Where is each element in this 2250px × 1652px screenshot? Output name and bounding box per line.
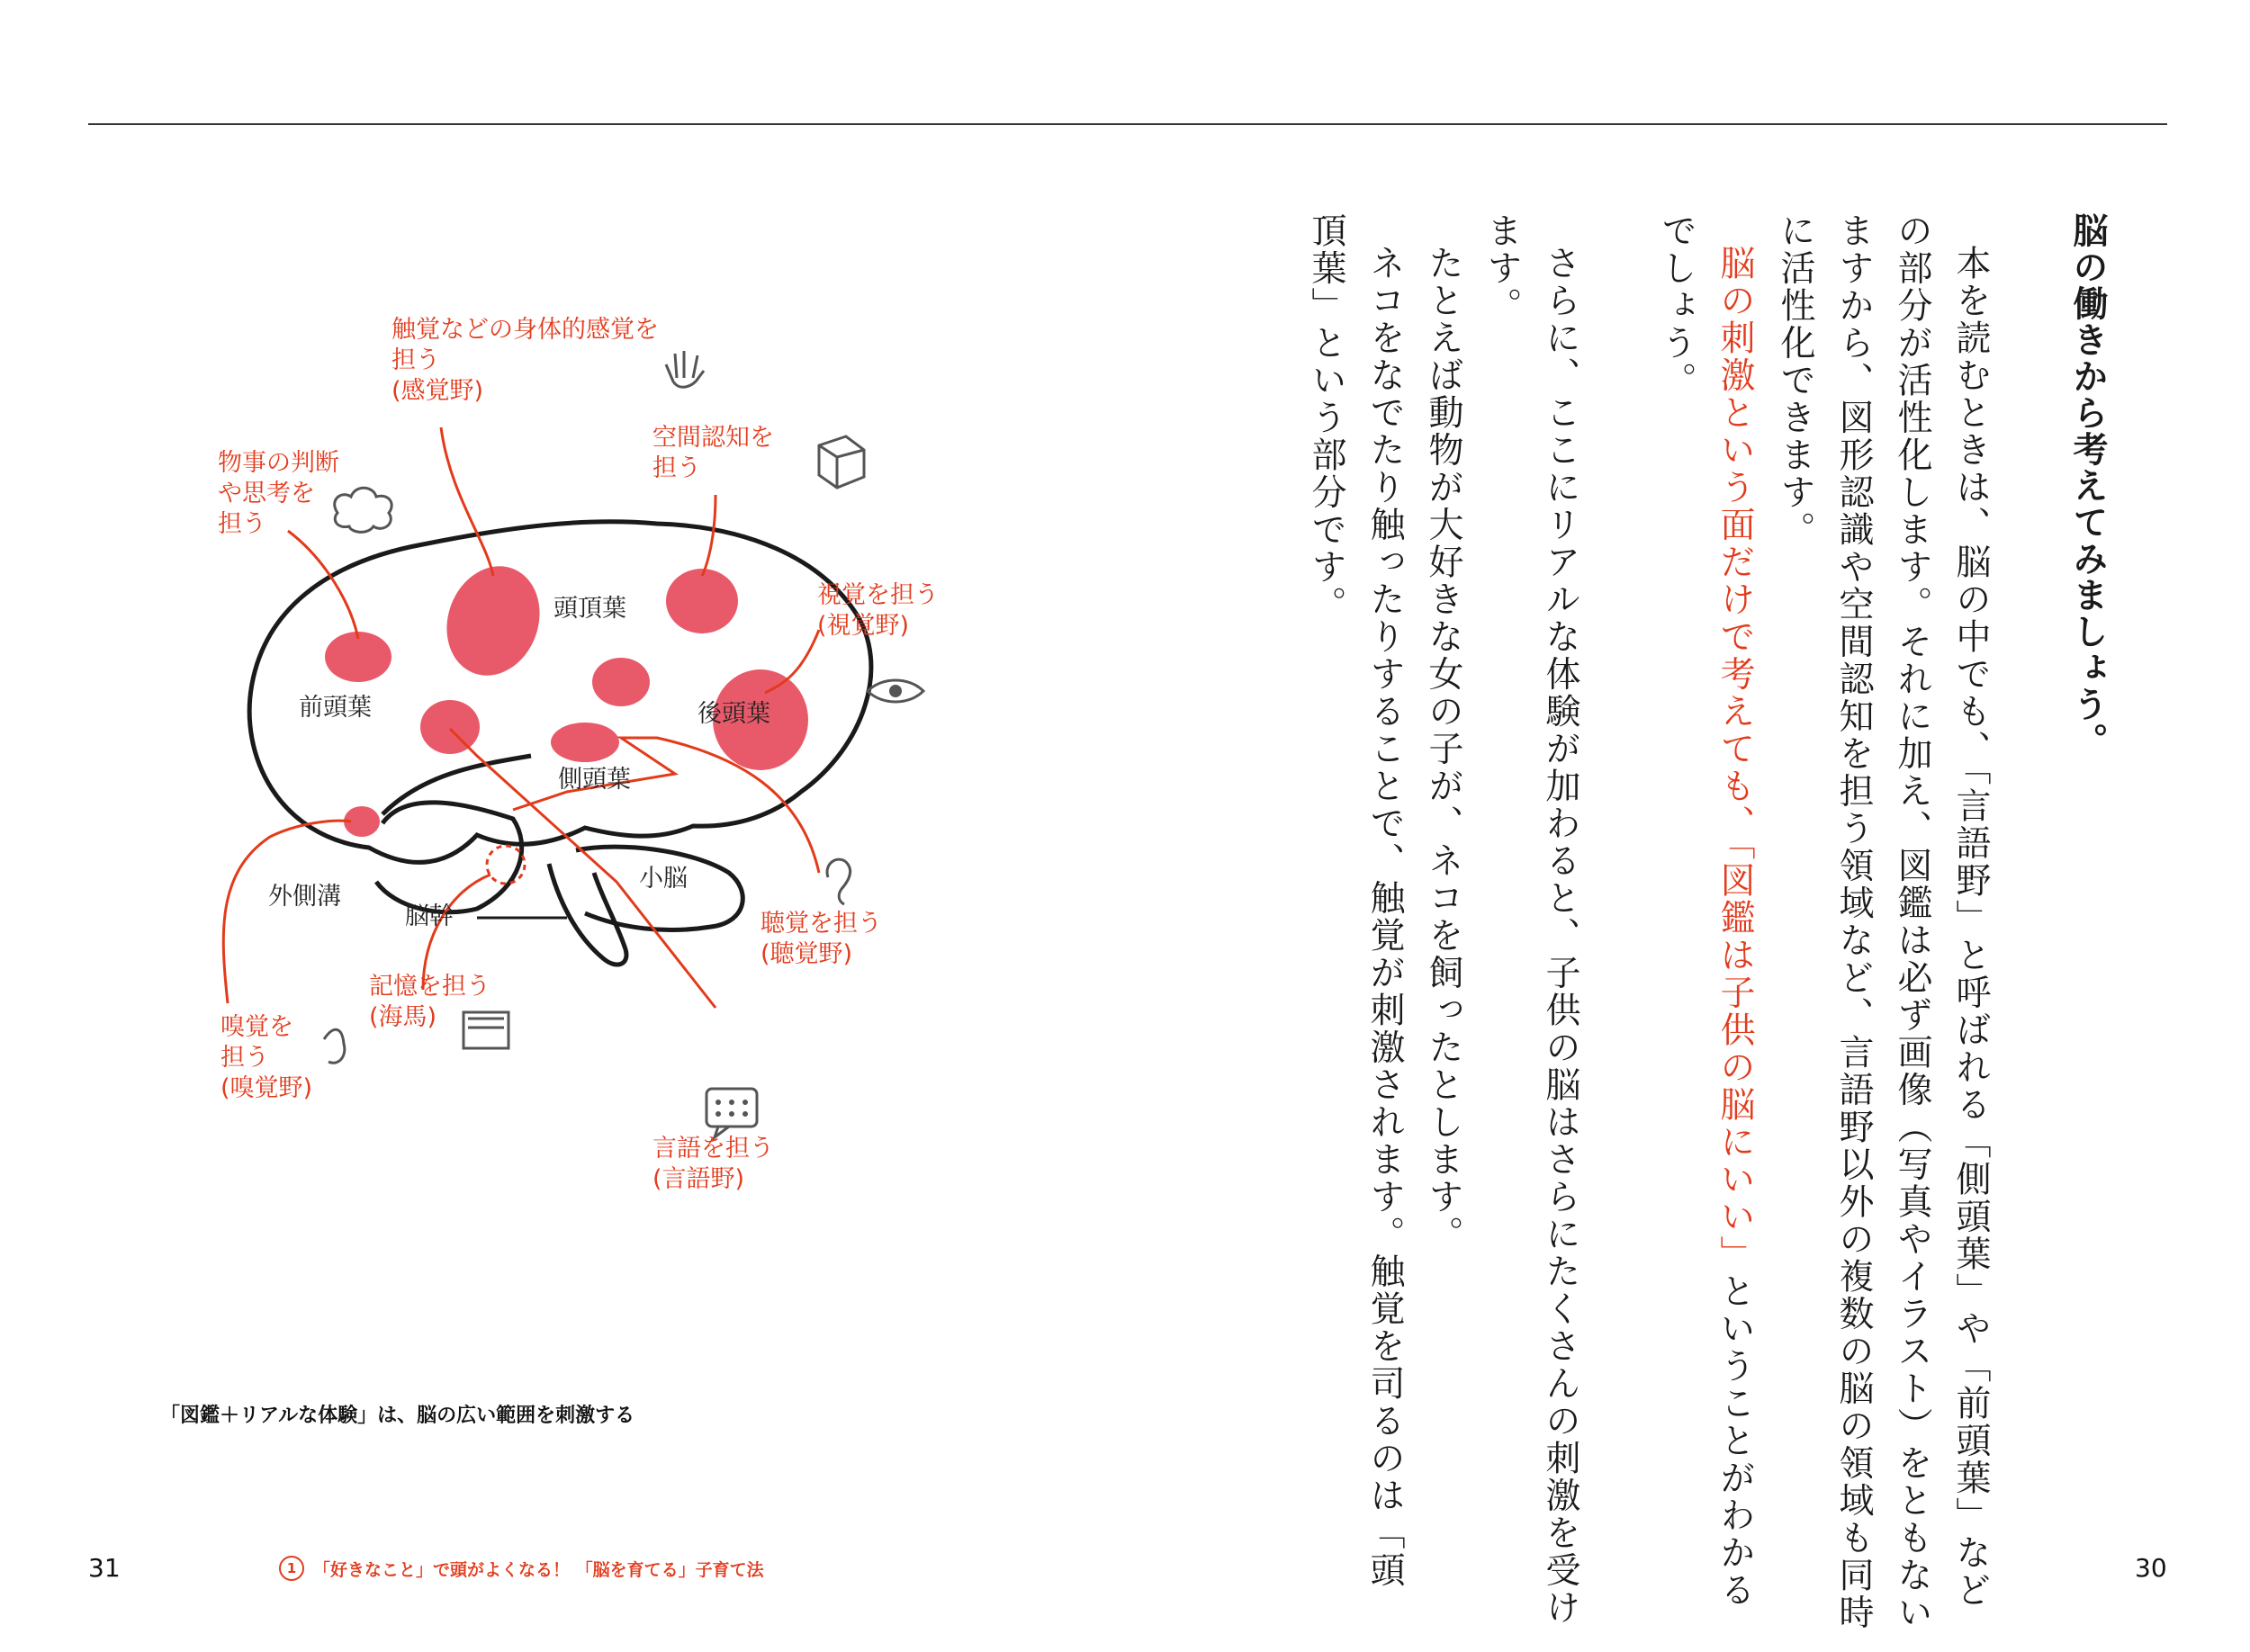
chapter-number-badge: 1 — [279, 1556, 304, 1581]
label-visual: 視覚を担う (視覚野) — [817, 581, 939, 640]
label-occipital-lobe: 後頭葉 — [698, 700, 770, 728]
running-title-text: 「好きなこと」で頭がよくなる！ 「脳を育てる」子育て法 — [313, 1559, 764, 1580]
speech-bubble-dots — [716, 1100, 748, 1117]
body-line-1: 本を読むときは、脳の中でも、「言語野」と呼ばれる「側頭葉」や「前頭葉」など — [1950, 245, 1991, 1609]
label-frontal-lobe: 前頭葉 — [299, 694, 372, 722]
emphasis-text: 脳の刺激という面だけで考えても、「図鑑は子供の脳にいい」 — [1714, 245, 1755, 1273]
label-parietal-lobe: 頭頂葉 — [554, 595, 626, 623]
speech-bubble-icon — [706, 1089, 757, 1127]
label-judgement: 物事の判断 や思考を 担う — [218, 449, 339, 538]
header-rule — [88, 123, 2167, 125]
nose-icon — [324, 1029, 345, 1063]
para2-line-2: ます。 — [1481, 212, 1522, 325]
para2-line-3: たとえば動物が大好きな女の子が、ネコを飼ったとします。 — [1423, 245, 1463, 1253]
label-brainstem: 脳幹 — [405, 902, 454, 930]
para2-line-5: 頂葉」という部分です。 — [1306, 212, 1346, 624]
blob-temporal — [551, 723, 619, 762]
label-memory: 記憶を担う (海馬) — [369, 973, 490, 1031]
para2-line-4: ネコをなでたり触ったりすることで、触覚が刺激されます。触覚を司るのは「頭 — [1364, 245, 1405, 1589]
thought-cloud-icon — [335, 488, 392, 532]
label-sylvian-fissure: 外側溝 — [268, 883, 341, 911]
para2-line-1: さらに、ここにリアルな体験が加わると、子供の脳はさらにたくさんの刺激を受け — [1540, 245, 1580, 1627]
cube-icon — [819, 436, 864, 488]
body-line-2: の部分が活性化します。それに加え、図鑑は必ず画像（写真やイラスト）をともない — [1892, 212, 1932, 1631]
label-auditory: 聴覚を担う (聴覚野) — [760, 910, 882, 968]
emphasis-column — [1714, 245, 1755, 1609]
hand-icon — [666, 351, 704, 387]
blob-mid — [592, 658, 650, 706]
body-line-3: ますから、図形認識や空間認知を担う領域など、言語野以外の複数の脳の領域も同時 — [1833, 212, 1874, 1631]
body-line-4: に活性化できます。 — [1775, 212, 1815, 549]
body-line-5: でしょう。 — [1656, 212, 1696, 400]
blob-motor — [420, 700, 480, 754]
page-number-left: 31 — [88, 1553, 121, 1583]
emphasis-tail: ということがわかる — [1714, 1272, 1755, 1609]
heading-column: 脳の働きから考えてみましょう。 — [2067, 212, 2109, 759]
blob-spatial — [666, 569, 738, 633]
figure-caption: 「図鑑＋リアルな体験」は、脳の広い範囲を刺激する — [160, 1405, 635, 1427]
label-cerebellum: 小脳 — [639, 865, 688, 893]
blob-frontal — [325, 632, 392, 682]
label-spatial: 空間認知を 担う — [652, 424, 774, 482]
label-language: 言語を担う (言語野) — [652, 1135, 774, 1193]
ear-icon — [827, 859, 850, 904]
running-title — [279, 1556, 764, 1581]
page-number-right: 30 — [2135, 1553, 2167, 1583]
label-smell: 嗅覚を 担う (嗅覚野) — [220, 1013, 313, 1102]
brain-illustration — [153, 288, 999, 1233]
label-temporal-lobe: 側頭葉 — [558, 766, 631, 794]
label-somatosensory: 触覚などの身体的感覚を 担う (感覚野) — [392, 316, 659, 405]
